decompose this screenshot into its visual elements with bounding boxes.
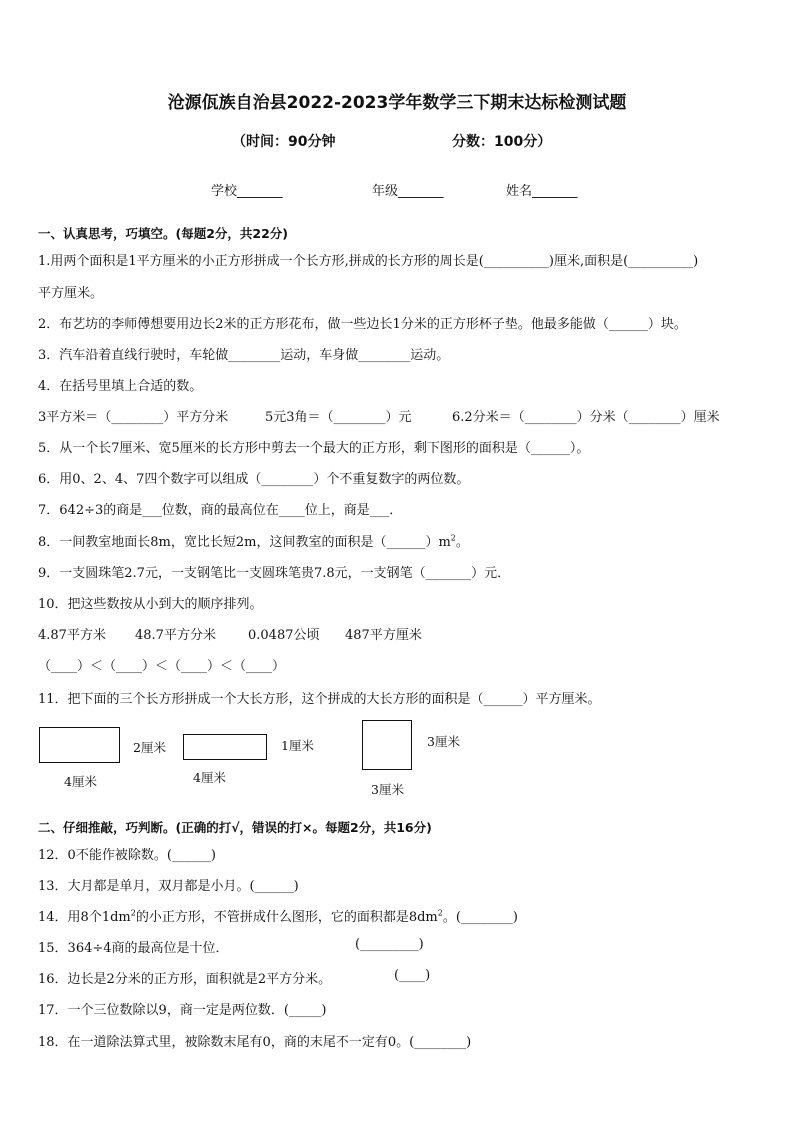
question-5: 5．从一个长7厘米、宽5厘米的长方形中剪去一个最大的正方形，剩下图形的面积是（______）。 [38, 441, 590, 456]
rect3-height-label: 3厘米 [427, 734, 460, 749]
question-17: 17．一个三位数除以9，商一定是两位数．(_____) [38, 1003, 327, 1018]
question-12: 12．0不能作被除数。(______) [38, 848, 216, 863]
question-1-line2: 平方厘米。 [38, 286, 104, 301]
q10-item-2: 48.7平方分米 [135, 628, 216, 643]
question-4-part2: 5元3角＝（________）元 [265, 410, 412, 425]
question-4-part3: 6.2分米＝（________）分米（________）厘米 [452, 410, 720, 425]
exam-score: 分数：100分） [452, 134, 552, 150]
q10-item-1: 4.87平方米 [38, 628, 106, 643]
page-title: 沧源佤族自治县2022-2023学年数学三下期末达标检测试题 [167, 93, 627, 113]
question-4-part1: 3平方米＝（________）平方分米 [38, 410, 229, 425]
question-16: 16．边长是2分米的正方形，面积就是2平方分米。 [38, 972, 332, 987]
rectangle-4x2 [39, 727, 120, 763]
question-4: 4．在括号里填上合适的数。 [38, 379, 203, 394]
section1-heading: 一、认真思考，巧填空。(每题2分，共22分) [38, 226, 289, 241]
question-18: 18．在一道除法算式里，被除数末尾有0，商的末尾不一定有0。(________) [38, 1035, 472, 1050]
question-1-line1: 1.用两个面积是1平方厘米的小正方形拼成一个长方形,拼成的长方形的周长是(__________)厘米,面积是(__________) [38, 254, 699, 269]
question-10: 10．把这些数按从小到大的顺序排列。 [38, 597, 263, 612]
q10-item-3: 0.0487公顷 [248, 628, 320, 643]
question-16-blank: (____) [394, 968, 431, 983]
rect3-width-label: 3厘米 [371, 782, 404, 797]
question-14: 14．用8个$1dm^2$的小正方形，不管拼成什么图形，它的面积都是$8dm^2$。(________) [38, 908, 518, 925]
rectangle-4x1 [183, 734, 267, 760]
school-field: 学校_______ [211, 184, 283, 199]
q10-item-4: 487平方厘米 [345, 628, 422, 643]
section2-heading: 二、仔细推敲，巧判断。(正确的打√，错误的打×。每题2分，共16分) [38, 820, 432, 835]
question-13: 13．大月都是单月，双月都是小月。(______) [38, 879, 299, 894]
rect2-width-label: 4厘米 [193, 770, 226, 785]
rect1-width-label: 4厘米 [64, 774, 97, 789]
question-6: 6．用0、2、4、7四个数字可以组成（________）个不重复数字的两位数。 [38, 472, 470, 487]
question-7: 7．642÷3的商是___位数，商的最高位在____位上，商是___． [38, 503, 403, 518]
question-11: 11．把下面的三个长方形拼成一个大长方形，这个拼成的大长方形的面积是（______）平方厘米。 [38, 692, 601, 707]
question-8: 8．一间教室地面长8m，宽比长短2m，这间教室的面积是$(\_\_\_\_\_\_)m^2$。 [38, 533, 469, 550]
rect1-height-label: 2厘米 [133, 740, 166, 755]
square-3x3 [362, 720, 412, 770]
name-field: 姓名_______ [506, 184, 578, 199]
exam-time: （时间：90分钟 [232, 134, 336, 150]
question-15-blank: (_________) [355, 937, 424, 952]
question-9: 9．一支圆珠笔2.7元，一支钢笔比一支圆珠笔贵7.8元，一支钢笔（_______）元． [38, 566, 511, 581]
question-2: 2．布艺坊的李师傅想要用边长2米的正方形花布，做一些边长1分米的正方形杯子垫。他最多能做（______）块。 [38, 317, 687, 332]
grade-field: 年级_______ [372, 184, 444, 199]
question-3: 3．汽车沿着直线行驶时，车轮做________运动，车身做________运动。 [38, 348, 450, 363]
question-15: 15．364÷4商的最高位是十位． [38, 941, 229, 956]
q10-order-blanks: （____）＜（____）＜（____）＜（____） [38, 659, 286, 674]
rect2-height-label: 1厘米 [281, 738, 314, 753]
